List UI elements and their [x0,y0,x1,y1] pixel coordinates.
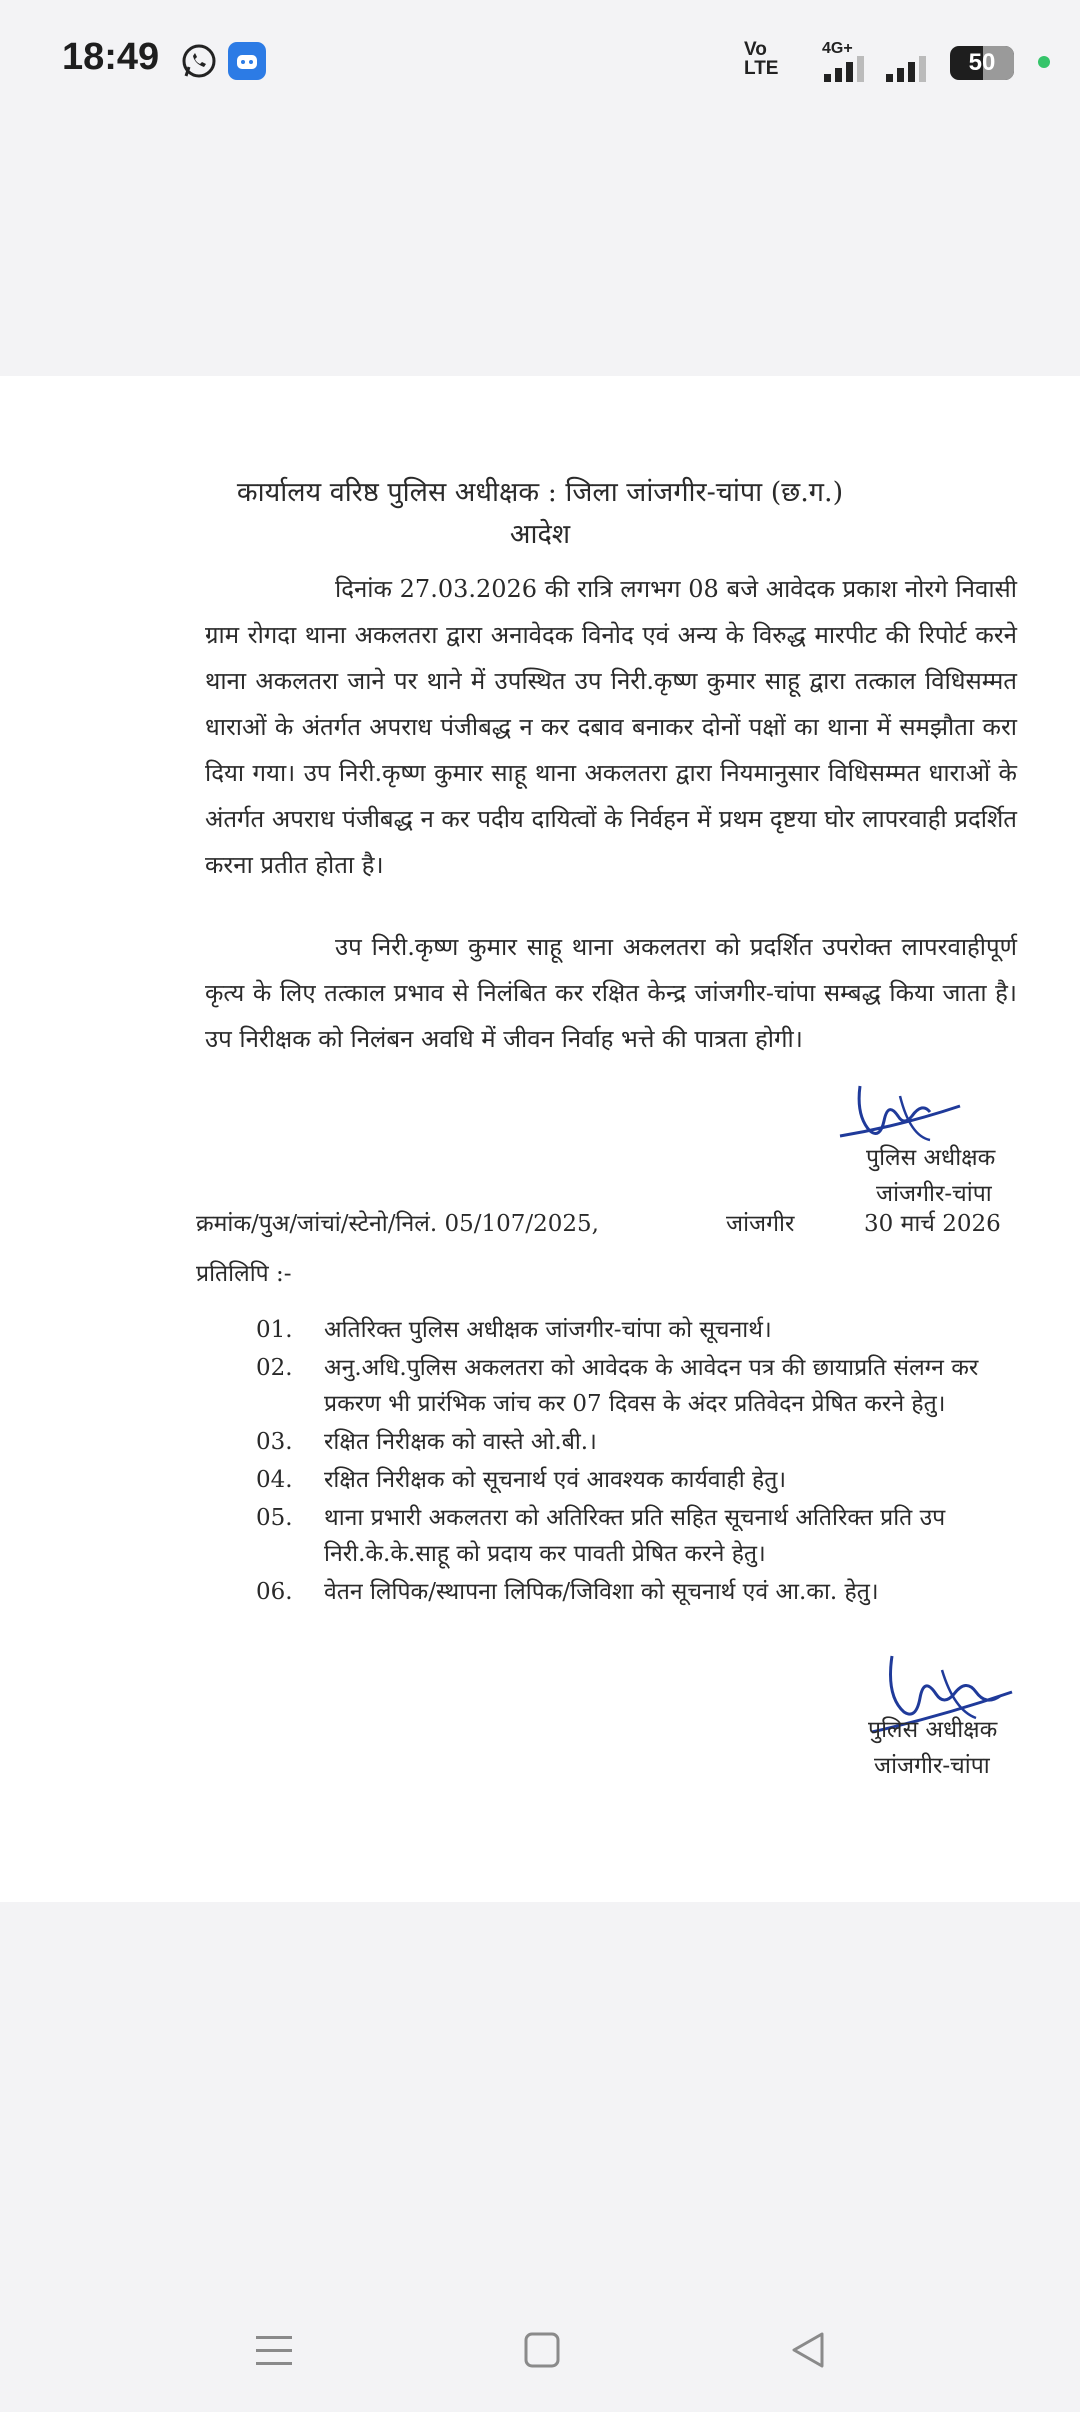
reference-line [196,1206,1016,1246]
status-time: 18:49 [62,36,160,78]
network-type-label: 4G+ [822,40,853,57]
list-item-text: थाना प्रभारी अकलतरा को अतिरिक्त प्रति सहित सूचनार्थ अतिरिक्त प्रति उप निरी.के.के.साहू को प्रदाय कर पावती प्रेषित करने हेतु। [324,1505,946,1567]
list-item-number: 06. [256,1579,293,1605]
reference-place: जांजगीर [726,1211,795,1237]
signature-2-title: पुलिस अधीक्षक [868,1717,998,1743]
list-item-text: रक्षित निरीक्षक को सूचनार्थ एवं आवश्यक कार्यवाही हेतु। [324,1467,787,1493]
signal-icon [822,56,874,82]
navigation-bar [0,2280,1080,2412]
battery-level: 50 [968,49,996,76]
list-item-number: 05. [256,1505,293,1531]
copy-label: प्रतिलिपि :- [196,1261,292,1287]
signature-2-place: जांजगीर-चांपा [874,1753,990,1779]
list-item [256,1500,1016,1572]
signal-icon-sim2 [884,56,932,82]
list-item-number: 03. [256,1429,293,1455]
whatsapp-icon [180,42,218,80]
signature-1-title: पुलिस अधीक्षक [866,1145,996,1171]
list-item [256,1350,1016,1422]
list-item [256,1574,1016,1610]
list-item-text: अनु.अधि.पुलिस अकलतरा को आवेदक के आवेदन पत्र की छायाप्रति संलग्न कर प्रकरण भी प्रारंभिक जांच कर 07 दिवस के अंदर प्रतिवेदन प्रेषित करने हेतु। [324,1355,979,1417]
battery-icon [950,46,1014,80]
list-item-number: 01. [256,1317,293,1343]
list-item-text: रक्षित निरीक्षक को वास्ते ओ.बी.। [324,1429,597,1455]
list-item-number: 04. [256,1467,293,1493]
volte-label: Vo LTE [744,39,779,79]
list-item-text: वेतन लिपिक/स्थापना लिपिक/जिविशा को सूचनार्थ एवं आ.का. हेतु। [324,1579,879,1605]
document-image[interactable] [0,376,1080,1902]
reference-date: 30 मार्च 2026 [864,1211,1001,1237]
app-notification-icon [228,42,266,80]
copy-list [256,1312,1016,1612]
list-item [256,1424,1016,1460]
signature-1-place: जांजगीर-चांपा [876,1181,992,1207]
home-icon[interactable] [512,2320,572,2380]
order-paragraph-1: दिनांक 27.03.2026 की रात्रि लगभग 08 बजे आवेदक प्रकाश नोरगे निवासी ग्राम रोगदा थाना अकलतरा द्वारा अनावेदक विनोद एवं अन्य के विरुद्ध मारपीट की रिपोर्ट करने थाना अकलतरा जाने पर थाने में उपस्थित उप निरी.कृष्ण कुमार साहू द्वारा तत्काल विधिसम्मत धाराओं के अंतर्गत अपराध पंजीबद्ध न कर दबाव बनाकर दोनों पक्षों का थाना में समझौता करा दिया गया। उप निरी.कृष्ण कुमार साहू थाना अकलतरा द्वारा नियमानुसार विधिसम्मत धाराओं के अंतर्गत अपराध पंजीबद्ध न कर पदीय दायित्वों के निर्वहन में प्रथम दृष्टया घोर लापरवाही प्रदर्शित करना प्रतीत होता है। [205,575,1017,879]
order-paragraph-2: उप निरी.कृष्ण कुमार साहू थाना अकलतरा को प्रदर्शित उपरोक्त लापरवाहीपूर्ण कृत्य के लिए तत्काल प्रभाव से निलंबित कर रक्षित केन्द्र जांजगीर-चांपा सम्बद्ध किया जाता है। उप निरीक्षक को निलंबन अवधि में जीवन निर्वाह भत्ते की पात्रता होगी। [205,933,1017,1053]
list-item-number: 02. [256,1355,293,1381]
office-title: कार्यालय वरिष्ठ पुलिस अधीक्षक : जिला जांजगीर-चांपा (छ.ग.) [236,477,844,508]
privacy-dot-icon [1038,56,1050,68]
list-item [256,1462,1016,1498]
reference-number: क्रमांक/पुअ/जांचां/स्टेनो/निलं. 05/107/2025, [196,1211,599,1237]
list-item-text: अतिरिक्त पुलिस अधीक्षक जांजगीर-चांपा को सूचनार्थ। [324,1317,772,1343]
list-item [256,1312,1016,1348]
status-bar [0,0,1080,124]
order-title: आदेश [509,519,571,550]
back-icon[interactable] [778,2320,838,2380]
menu-icon[interactable] [244,2320,304,2380]
